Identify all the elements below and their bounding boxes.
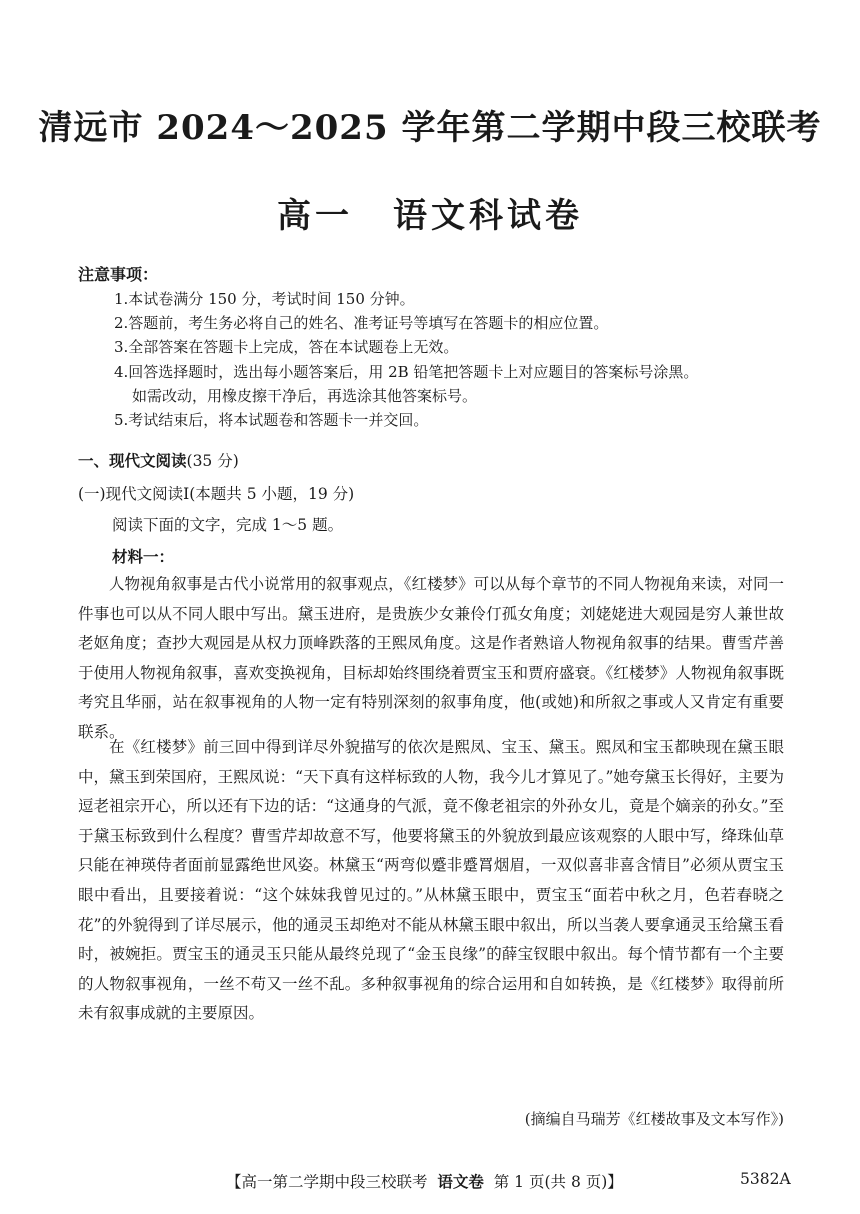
notice-list [114,287,794,432]
subject-label: 语文科试卷 [393,196,583,236]
notice-item: 1.本试卷满分 150 分，考试时间 150 分钟。 [114,290,415,308]
subsection-heading: (一)现代文阅读Ⅰ(本题共 5 小题，19 分) [78,485,355,503]
reading-instruction: 阅读下面的文字，完成 1～5 题。 [112,516,344,534]
footer-code: 5382A [740,1170,791,1188]
notice-item: 4.回答选择题时，选出每小题答案后，用 2B 铅笔把答题卡上对应题目的答案标号涂黑。 [114,362,699,381]
section-title: 一、现代文阅读 [78,451,187,470]
material-paragraph-2 [78,733,784,1029]
grade-label: 高一 [277,196,353,236]
material-paragraph-1 [78,570,784,748]
footer-exam: 【高一第二学期中段三校联考 [226,1173,428,1191]
notice-item-continued: 如需改动，用橡皮擦干净后，再选涂其他答案标号。 [132,386,478,405]
notice-item: 3.全部答案在答题卡上完成，答在本试题卷上无效。 [114,338,459,357]
section-heading [78,449,239,471]
footer-subject: 语文卷 [437,1172,484,1191]
exam-subtitle [0,188,860,237]
notice-heading: 注意事项： [78,265,159,284]
paragraph-text: 人物视角叙事是古代小说常用的叙事观点，《红楼梦》可以从每个章节的不同人物视角来读，对同一件事也可以从不同人眼中写出。黛玉进府，是贵族少女兼伶仃孤女角度；刘姥姥进大观园是穷人兼世故老妪角度；查抄大观园是从权力顶峰跌落的王熙凤角度。这是作者熟谙人物视角叙事的结果。曹雪芹善于使用人物视角叙事，喜欢变换视角，目标却始终围绕着贾宝玉和贾府盛衰。《红楼梦》人物视角叙事既考究且华丽，站在叙事视角的人物一定有特别深刻的叙事角度，他(或她)和所叙之事或人又肯定有重要联系。 [78,575,784,741]
exam-title: 清远市 2024～2025 学年第二学期中段三校联考 [38,108,822,148]
section-score: (35 分) [186,452,239,470]
notice-item: 2.答题前，考生务必将自己的姓名、准考证号等填写在答题卡的相应位置。 [114,314,609,333]
source-citation: (摘编自马瑞芳《红楼故事及文本写作》) [524,1110,784,1128]
material-label: 材料一： [112,547,175,566]
paragraph-text: 在《红楼梦》前三回中得到详尽外貌描写的依次是熙凤、宝玉、黛玉。熙凤和宝玉都映现在黛玉眼中，黛玉到荣国府，王熙凤说：“天下真有这样标致的人物，我今儿才算见了。”她夸黛玉长得好，主要为逗老祖宗开心，所以还有下边的话：“这通身的气派，竟不像老祖宗的外孙女儿，竟是个嫡亲的孙女。”至于黛玉标致到什么程度？曹雪芹却故意不写，他要将黛玉的外貌放到最应该观察的人眼中写，绛珠仙草只能在神瑛侍者面前显露绝世风姿。林黛玉“两弯似蹙非蹙罥烟眉，一双似喜非喜含情目”必须从贾宝玉眼中看出，且要接着说：“这个妹妹我曾见过的。”从林黛玉眼中，贾宝玉“面若中秋之月，色若春晓之花”的外貌得到了详尽展示，他的通灵玉却绝对不能从林黛玉眼中叙出，所以当袭人要拿通灵玉给黛玉看时，被婉拒。贾宝玉的通灵玉只能从最终兑现了“金玉良缘”的薛宝钗眼中叙出。每个情节都有一个主要的人物叙事视角，一丝不苟又一丝不乱。多种叙事视角的综合运用和自如转换，是《红楼梦》取得前所未有叙事成就的主要原因。 [78,738,784,1023]
notice-item: 5.考试结束后，将本试题卷和答题卡一并交回。 [114,411,429,430]
page-footer [226,1170,623,1192]
footer-page-number: 第 1 页(共 8 页)】 [493,1173,623,1191]
